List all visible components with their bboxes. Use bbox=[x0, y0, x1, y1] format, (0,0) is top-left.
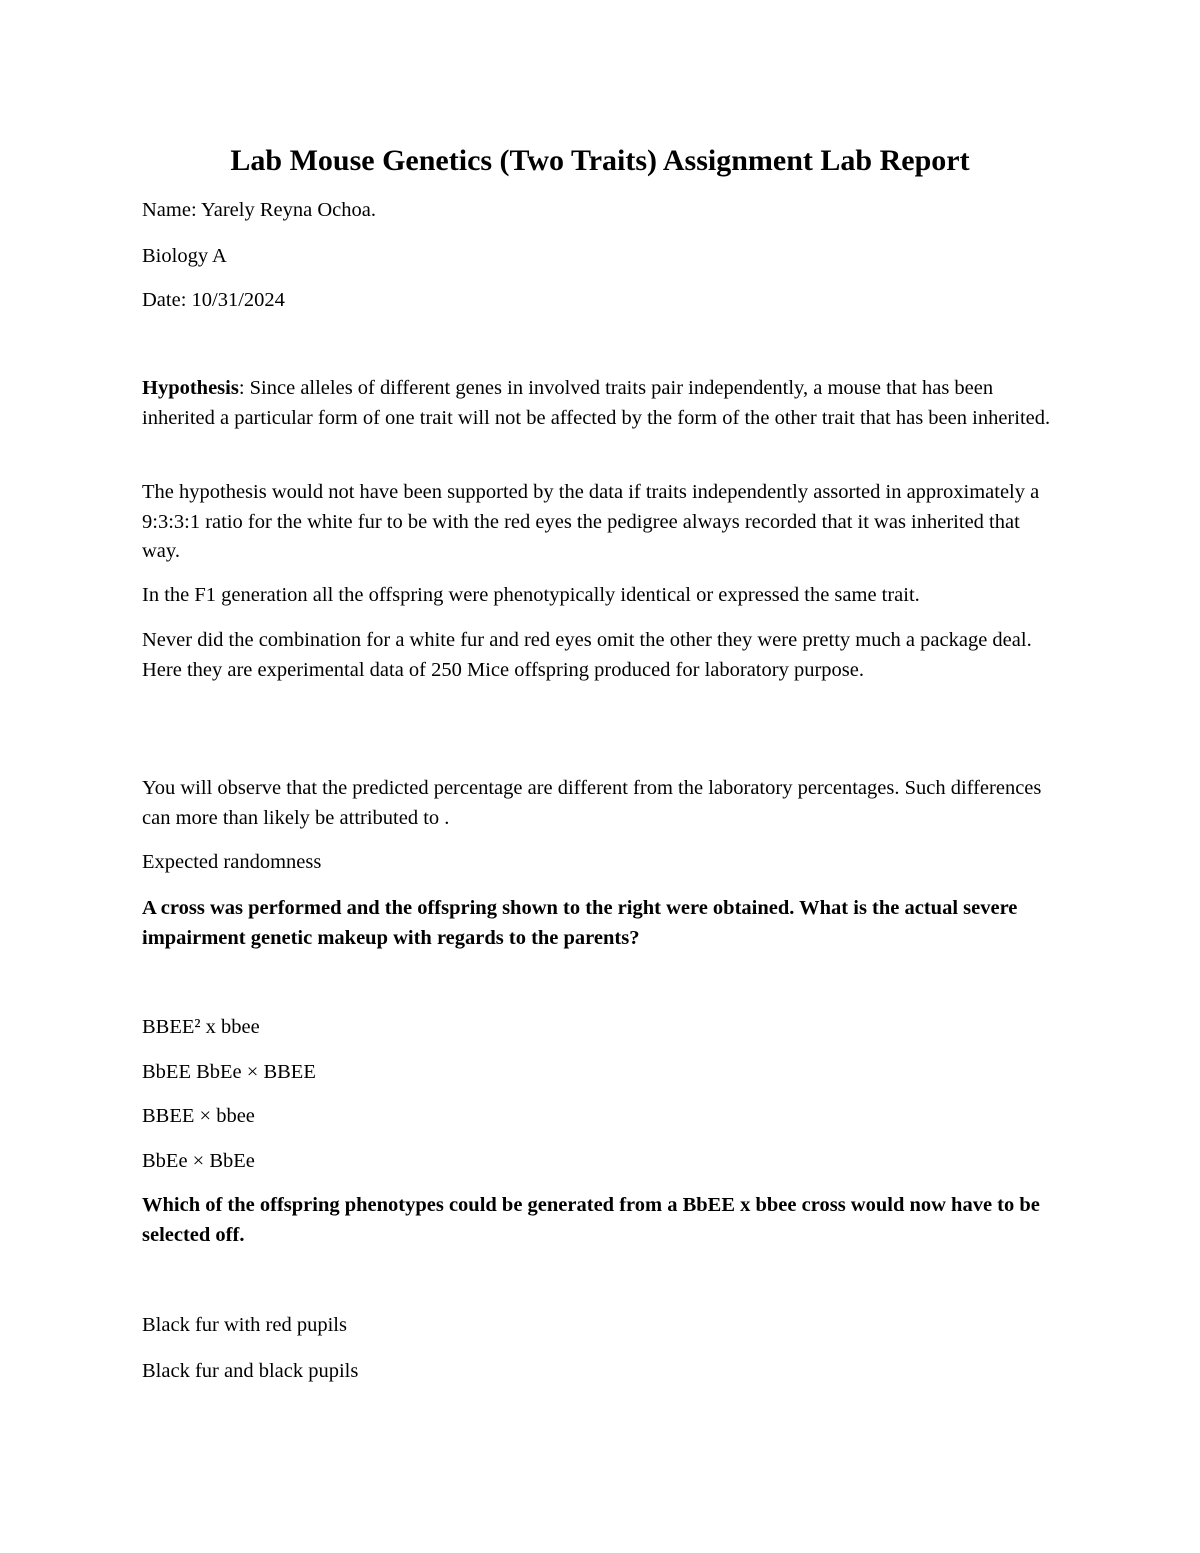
question-one: A cross was performed and the offspring shown to the right were obtained. What is the actual severe impairment genetic makeup with regards to the parents? bbox=[142, 897, 1018, 949]
name-line: Name: Yarely Reyna Ochoa. bbox=[142, 199, 376, 221]
date-line: Date: 10/31/2024 bbox=[142, 289, 285, 311]
randomness-line: Expected randomness bbox=[142, 851, 322, 873]
never-paragraph: Never did the combination for a white fur and red eyes omit the other they were pretty much a package deal. Here they are experimental data of 250 Mice offspring produced for laboratory purpose. bbox=[142, 629, 1032, 681]
hypothesis-paragraph bbox=[142, 374, 1057, 433]
answer-option: Black fur with red pupils bbox=[142, 1314, 347, 1336]
answer-option: BbEE BbEe × BBEE bbox=[142, 1061, 316, 1083]
answer-option: BBEE × bbee bbox=[142, 1105, 255, 1127]
observe-paragraph: You will observe that the predicted percentage are different from the laboratory percentages. Such differences can more than likely be attributed to . bbox=[142, 777, 1042, 829]
f1-paragraph: In the F1 generation all the offspring were phenotypically identical or expressed the same trait. bbox=[142, 584, 920, 606]
document-title: Lab Mouse Genetics (Two Traits) Assignment Lab Report bbox=[230, 144, 970, 177]
answer-option: BBEE² x bbee bbox=[142, 1016, 260, 1038]
support-paragraph: The hypothesis would not have been supported by the data if traits independently assorted in approximately a 9:3:3:1 ratio for the white fur to be with the red eyes the pedigree always recorded that it was inherited that way. bbox=[142, 481, 1040, 562]
class-line: Biology A bbox=[142, 245, 227, 267]
answer-option: BbEe × BbEe bbox=[142, 1150, 255, 1172]
hypothesis-text: : Since alleles of different genes in involved traits pair independently, a mouse that has been inherited a particular form of one trait will not be affected by the form of the other trait that has been inherited. bbox=[142, 377, 1051, 429]
answer-option: Black fur and black pupils bbox=[142, 1360, 359, 1382]
hypothesis-label: Hypothesis bbox=[142, 377, 239, 399]
question-two: Which of the offspring phenotypes could be generated from a BbEE x bbee cross would now have to be selected off. bbox=[142, 1194, 1040, 1246]
